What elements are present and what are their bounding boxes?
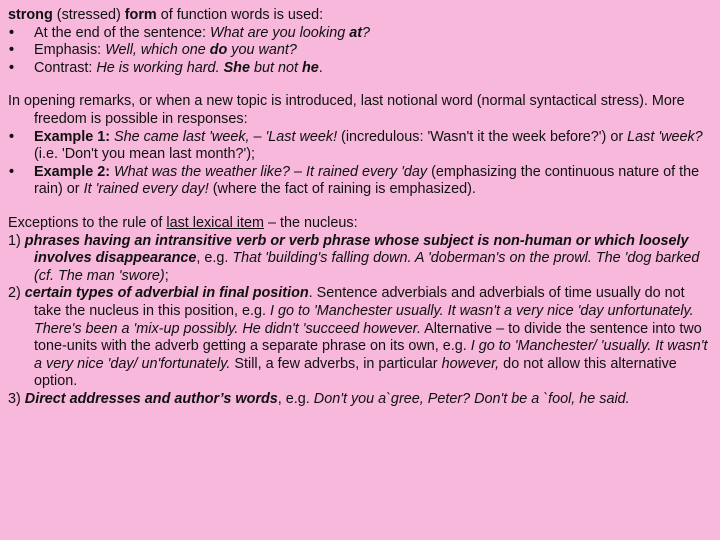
bullet-example-end: ? [362, 24, 371, 41]
example-text: (incredulous: 'Wasn't it the week before?') or [337, 128, 628, 145]
bullet-stressed-word: do [209, 42, 228, 59]
bullet-end-of-sentence [8, 25, 712, 43]
term-form: form [124, 7, 157, 23]
bullet-label: Contrast: [34, 59, 97, 76]
item-word-however: however, [441, 355, 500, 372]
bullet-emphasis [8, 42, 712, 60]
intro-line [8, 7, 712, 25]
example-quote: She came last 'week, – 'Last week! [114, 128, 338, 145]
item-number: 1) [8, 232, 25, 249]
bullet-dot-icon: • [9, 24, 15, 41]
exception-item-1 [8, 233, 712, 286]
item-text: . Sentence adverbials and adverbials of time usually do not take the nucleus in this position, e.g. [34, 285, 685, 319]
example-label: Example 1: [34, 128, 114, 145]
bullet-example-2 [8, 164, 712, 199]
bullet-example: Well, which one [105, 42, 210, 59]
item-text: , e.g. [277, 390, 314, 407]
item-number: 2) [8, 285, 25, 302]
bullet-example-end: . [318, 59, 323, 76]
term-strong: strong [8, 7, 53, 23]
item-text-end: ; [164, 267, 169, 284]
item-text-2: Alternative – to divide the sentence into two tone-units with the adverb getting a separate phrase on its own, e.g. [34, 320, 702, 355]
bullet-example: He is working hard. [96, 59, 224, 76]
example-text: (emphasizing the continuous nature of the rain) or [34, 163, 700, 198]
exception-item-3 [8, 391, 712, 409]
intro-text-2: of function words is used: [156, 7, 324, 23]
bullet-contrast [8, 60, 712, 78]
example-quote-2: It 'rained every day! [83, 181, 209, 198]
exceptions-dash: – [263, 214, 280, 231]
item-number: 3) [8, 390, 25, 407]
item-heading: Direct addresses and author’s words [24, 390, 278, 407]
item-text-end: do not allow this alternative option. [34, 355, 677, 390]
bullet-stressed-word: She [223, 59, 250, 76]
intro-text-1: (stressed) [52, 7, 125, 23]
spacer [8, 199, 712, 215]
item-examples: I go to 'Manchester usually. It wasn't a very nice 'day unfortunately. There's been a 'mix-up possibly. He didn't 'succeed however. [34, 302, 694, 337]
item-text-3: Still, a few adverbs, in particular [230, 355, 442, 372]
item-text: , e.g. [196, 250, 233, 267]
item-heading: phrases having an intransitive verb or verb phrase whose subject is non-human or which loosely involves disappearance [24, 232, 689, 267]
bullet-stressed-word-2: he [301, 59, 319, 76]
bullet-example: What are you looking [210, 24, 350, 41]
item-examples: Don't you a`gree, Peter? Don't be a `fool, he said. [313, 390, 630, 407]
bullet-example-end: you want? [227, 42, 297, 59]
bullet-example-mid: but not [249, 59, 302, 76]
item-heading: certain types of adverbial in final position [24, 285, 309, 302]
exceptions-text-end: the nucleus: [279, 214, 358, 231]
example-quote: What was the weather like? – It rained every 'day [114, 163, 428, 180]
exceptions-heading [8, 215, 712, 233]
example-text-2: (where the fact of raining is emphasized). [208, 181, 476, 198]
exceptions-underlined-term: last lexical item [166, 214, 264, 231]
item-examples-2: I go to 'Manchester/ 'usually. It wasn't a very nice 'day/ un'fortunately. [34, 338, 708, 372]
bullet-stressed-word: at [349, 24, 362, 41]
example-text-2: (i.e. 'Don't you mean last month?'); [34, 146, 256, 163]
spacer [8, 77, 712, 93]
bullet-label: Emphasis: [34, 42, 106, 59]
exception-item-2 [8, 285, 712, 391]
paragraph-opening-remarks: In opening remarks, or when a new topic is introduced, last notional word (normal syntactical stress). More freedom is possible in responses: [8, 93, 685, 127]
bullet-example-1 [8, 129, 712, 164]
exceptions-text: Exceptions to the rule of [8, 214, 167, 231]
example-label: Example 2: [34, 163, 114, 180]
bullet-dot-icon: • [9, 128, 15, 145]
bullet-dot-icon: • [9, 59, 15, 76]
bullet-label: At the end of the sentence: [34, 24, 211, 41]
bullet-dot-icon: • [9, 163, 15, 180]
bullet-dot-icon: • [9, 42, 15, 59]
item-examples: That 'building's falling down. A 'doberman's on the prowl. The 'dog barked (cf. The man 'swore) [34, 250, 700, 284]
example-quote-2: Last 'week? [627, 128, 703, 145]
